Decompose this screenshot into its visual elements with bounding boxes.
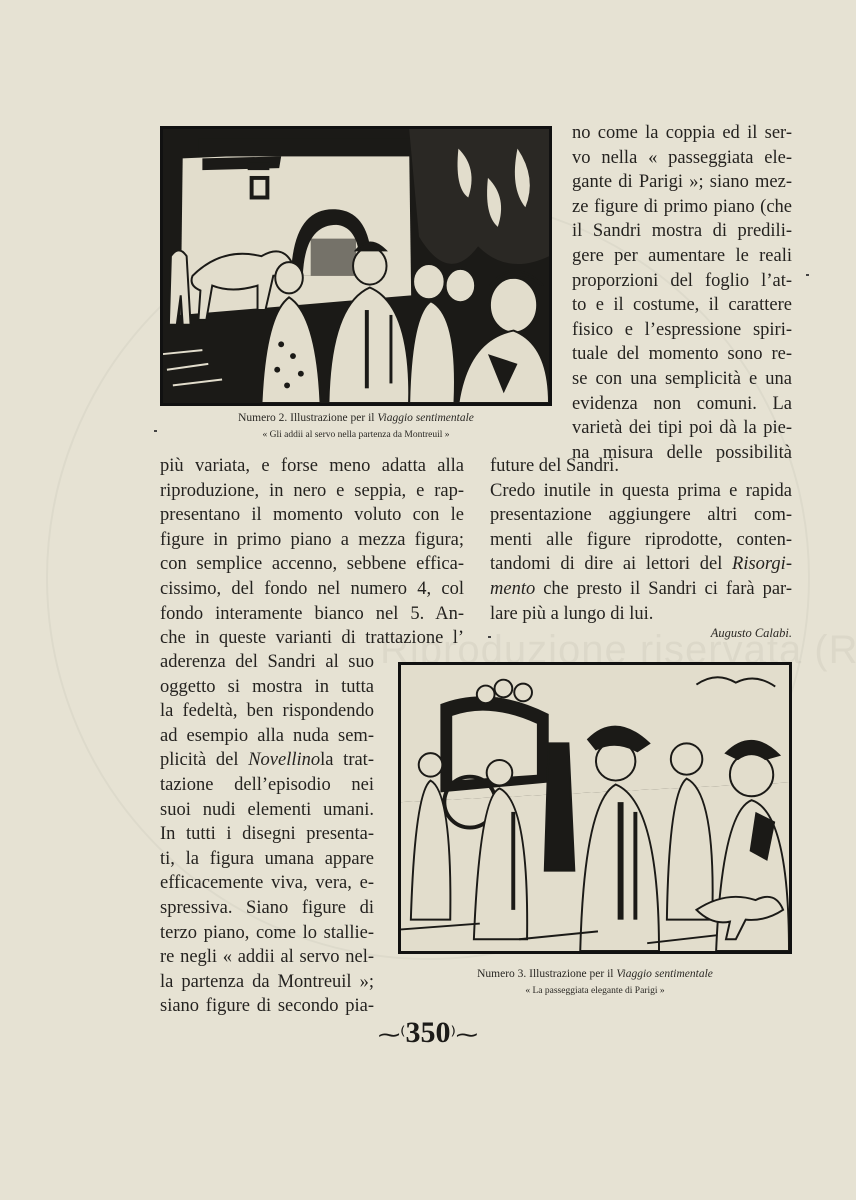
speck: [806, 274, 809, 276]
text-line: con semplice accenno, sebbene effica-: [160, 554, 464, 575]
text-line: fisico e l’espressione spiri-: [572, 319, 792, 340]
illustration-3-woodcut: [398, 662, 792, 954]
ornament-right-icon: ⁾⁓: [450, 1022, 478, 1047]
text-column-left-bottom: [160, 650, 374, 1019]
italic-risorgi: Risorgi-: [732, 554, 792, 575]
text-line: to e il costume, il carattere: [572, 295, 792, 316]
text-line: [160, 748, 374, 773]
text-line: no come la coppia ed il ser-: [572, 123, 792, 143]
text-line: suoi nudi elementi umani.: [160, 799, 374, 820]
text-line: gere per aumentare le reali: [572, 245, 792, 266]
text-line: ze figure di primo piano (che: [572, 196, 792, 217]
text-line: più variata, e forse meno adatta alla: [160, 456, 464, 476]
text-line: lare più a lungo di lui.: [490, 603, 654, 624]
text-fragment: tandomi di dire ai lettori del: [490, 554, 733, 575]
text-line: oggetto si mostra in tutta: [160, 676, 374, 697]
text-line: gante di Parigi »; siano mez-: [572, 172, 792, 193]
speck: [488, 636, 491, 638]
text-line: efficacemente viva, vera, e-: [160, 873, 374, 894]
caption-3-main: Numero 3. Illustrazione per il: [477, 968, 617, 980]
text-column-right-top: [572, 121, 792, 465]
text-line: varietà dei tipi poi dà la pie-: [572, 418, 792, 439]
text-line: tazione dell’episodio nei: [160, 774, 374, 795]
text-line: cissimo, del fondo nel numero 4, col: [160, 578, 464, 599]
text-line: [490, 577, 792, 602]
text-line: se con una semplicità e una: [572, 368, 792, 389]
page-number-value: 350: [405, 1016, 451, 1049]
text-line: il Sandri mostra di predili-: [572, 221, 792, 242]
author-signature: Augusto Calabi.: [710, 626, 792, 640]
speck: [154, 430, 157, 432]
text-line: ad esempio alla nuda sem-: [160, 725, 374, 746]
text-line: future del Sandri.: [490, 456, 619, 476]
text-column-right-mid: [490, 454, 792, 626]
text-line: proporzioni del foglio l’at-: [572, 270, 792, 291]
text-line: ti, la figura umana appare: [160, 848, 374, 869]
text-line: tuale del momento sono re-: [572, 344, 792, 365]
text-line: riproduzione, in nero e seppia, e rap-: [160, 480, 464, 501]
illustration-2-caption: [160, 410, 552, 444]
text-column-left-mid: [160, 454, 464, 651]
caption-2-subtitle: « Gli addii al servo nella partenza da Montreuil »: [262, 430, 450, 440]
text-line: menti alle figure riprodotte, conten-: [490, 529, 792, 550]
text-line: la fedeltà, ben rispondendo: [160, 701, 374, 722]
illustration-2-woodcut: [160, 126, 552, 406]
text-line: vo nella « passeggiata ele-: [572, 147, 792, 168]
italic-novellino: Novellino: [248, 750, 321, 771]
caption-2-title: Viaggio sentimentale: [377, 412, 474, 424]
illustration-3-caption: [398, 966, 792, 1000]
text-fragment: la trat-: [320, 750, 374, 771]
text-line: la partenza da Montreuil »;: [160, 971, 374, 992]
text-line: fondo interamente bianco nel 5. An-: [160, 603, 464, 624]
text-line: siano figure di secondo pia-: [160, 996, 374, 1017]
text-fragment: che presto il Sandri ci farà par-: [543, 578, 792, 599]
page-number: [0, 1016, 856, 1050]
text-line: re negli « addii al servo nel-: [160, 947, 374, 968]
text-line: presentano il momento voluto con le: [160, 505, 464, 526]
caption-2-main: Numero 2. Illustrazione per il: [238, 412, 378, 424]
text-line: evidenza non comuni. La: [572, 393, 792, 414]
text-line: presentazione aggiungere altri com-: [490, 505, 792, 526]
text-line: [490, 552, 792, 577]
text-line: terzo piano, come lo stallie-: [160, 922, 374, 943]
text-line: na misura delle possibilità: [572, 442, 792, 463]
text-line: che in queste varianti di trattazione l’: [160, 628, 464, 649]
text-line: figure in primo piano a mezza figura;: [160, 529, 464, 550]
text-fragment: plicità del: [160, 750, 249, 771]
ornament-left-icon: ⁓⁽: [378, 1022, 406, 1047]
text-line: Credo inutile in questa prima e rapida: [490, 480, 792, 501]
text-line: aderenza del Sandri al suo: [160, 652, 374, 672]
text-line: spressiva. Siano figure di: [160, 897, 374, 918]
text-line: In tutti i disegni presenta-: [160, 824, 374, 845]
italic-mento: mento: [490, 578, 536, 599]
caption-3-title: Viaggio sentimentale: [616, 968, 713, 980]
caption-3-subtitle: « La passeggiata elegante di Parigi »: [525, 986, 665, 996]
